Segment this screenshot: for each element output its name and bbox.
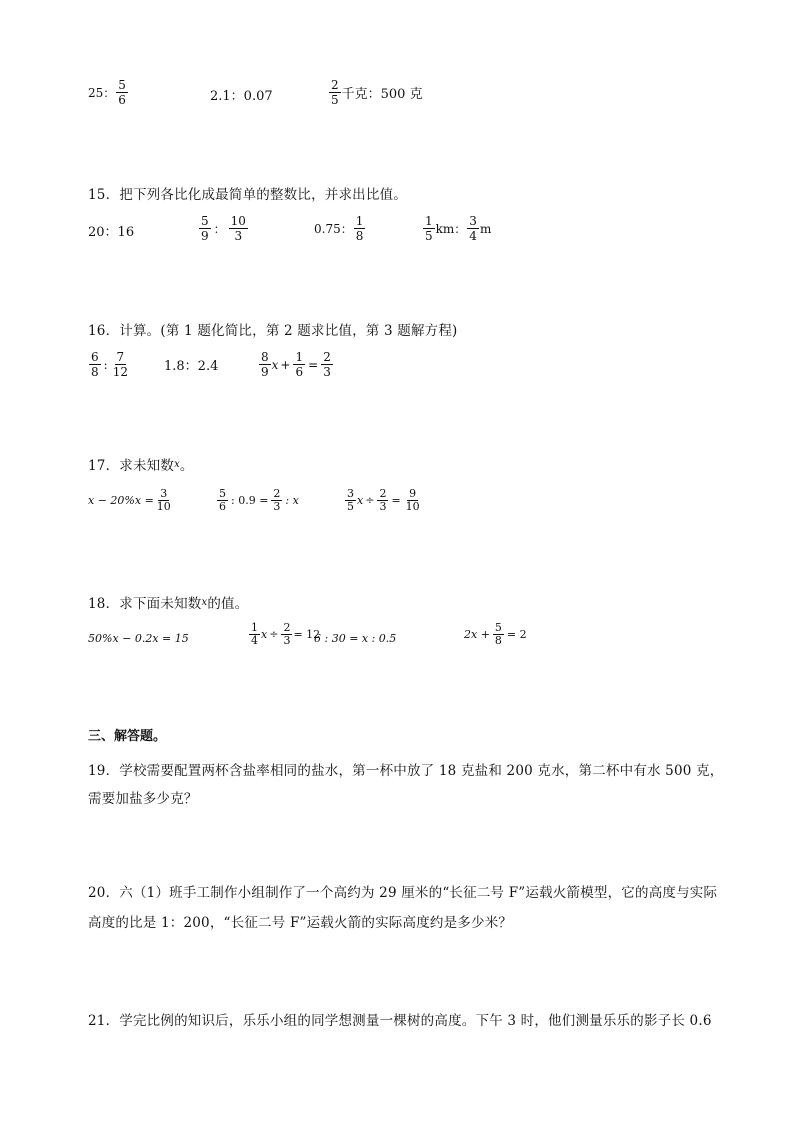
question-18-title: [88, 594, 248, 613]
question-15-title: 15．把下列各比化成最简单的整数比，并求出比值。: [88, 187, 407, 203]
question-20-line-1: 20．六（1）班手工制作小组制作了一个高约为 29 厘米的“长征二号 F”运载火箭模型，它的高度与实际: [88, 885, 718, 901]
divide-sign: ÷: [365, 494, 375, 507]
fraction: $\frac{10}{3}$: [230, 214, 246, 243]
variable-x: x: [271, 357, 279, 372]
fraction: $\frac{2}{3}$: [323, 350, 331, 379]
ratio-sep: :: [103, 357, 108, 372]
fraction: $\frac{2}{3}$: [283, 621, 291, 647]
q18-expr-4: [464, 622, 527, 647]
section-3-heading: 三、解答题。: [88, 729, 167, 744]
fraction: $\frac{1}{5}$: [425, 214, 433, 243]
equation-right: = 12: [293, 628, 321, 641]
equation-right: = 2: [506, 628, 527, 641]
q16-expr-2: 1.8：2.4: [164, 359, 219, 374]
fraction: $\frac{9}{10}$: [405, 487, 420, 513]
fraction: $\frac{5}{9}$: [201, 214, 209, 243]
ratio-expr-kg-g: [328, 78, 423, 107]
question-21-line-1: 21．学完比例的知识后，乐乐小组的同学想测量一棵树的高度。下午 3 时，他们测量乐乐的影子长 0.6: [88, 1013, 712, 1029]
fraction: $\frac{5}{8}$: [494, 621, 502, 647]
question-17-title: [88, 456, 194, 475]
question-19-line-2: 需要加盐多少克？: [88, 791, 198, 807]
q15-expr-2: [198, 214, 249, 243]
fraction: $\frac{8}{9}$: [261, 350, 269, 379]
equals-sign: =: [391, 494, 401, 507]
fraction: $\frac{2}{3}$: [273, 487, 281, 513]
variable-x: x: [357, 494, 364, 507]
question-16-title: 16．计算。(第 1 题化简比，第 2 题求比值，第 3 题解方程): [88, 323, 458, 339]
title-text: 17．求未知数: [88, 458, 175, 474]
divide-sign: ÷: [269, 628, 279, 641]
ratio-expr-2.1-0.07: 2.1：0.07: [210, 89, 273, 104]
q18-expr-3: [314, 630, 396, 648]
title-text: 。: [179, 458, 194, 474]
unit-text: 千克：500 克: [341, 87, 423, 102]
ratio-tail: : x: [285, 494, 299, 507]
ratio-expr-25-5-6: [88, 78, 129, 107]
plus-sign: +: [280, 357, 291, 372]
ratio-mid: : 0.9 =: [231, 494, 269, 507]
variable-x: x: [201, 597, 208, 608]
fraction: $\frac{2}{3}$: [379, 487, 387, 513]
q17-expr-1: [88, 488, 174, 513]
fraction: $\frac{5}{6}$: [219, 487, 226, 513]
q16-expr-1: [88, 350, 131, 379]
variable-x: x: [261, 628, 268, 641]
q16-expr-3: [258, 350, 334, 379]
fraction: $\frac{7}{12}$: [112, 350, 128, 379]
q17-expr-3: [344, 488, 423, 513]
equation-text: 50%x − 0.2x = 15: [88, 632, 189, 645]
question-20-line-2: 高度的比是 1：200，“长征二号 F”运载火箭的实际高度约是多少米？: [88, 915, 513, 931]
ratio-sep: ：: [103, 86, 116, 100]
q17-expr-2: [216, 488, 299, 513]
fraction: $\frac{2}{5}$: [331, 78, 339, 107]
fraction: $\frac{1}{8}$: [355, 214, 364, 243]
fraction: $\frac{1}{4}$: [251, 621, 258, 647]
q15-expr-3: [314, 214, 366, 243]
fraction: $\frac{6}{8}$: [91, 350, 99, 379]
equation-left: x − 20%x =: [88, 494, 154, 507]
unit-text: m: [479, 221, 492, 236]
fraction: $\frac{1}{6}$: [295, 350, 304, 379]
equation-text: 6 : 30 = x : 0.5: [314, 632, 397, 645]
title-text: 的值。: [207, 596, 249, 612]
ratio-sep: ：: [213, 222, 226, 236]
question-19-line-1: 19．学校需要配置两杯含盐率相同的盐水，第一杯中放了 18 克盐和 200 克水，第二杯中有水 500 克，: [88, 763, 724, 779]
fraction: $\frac{3}{10}$: [156, 487, 171, 513]
ratio-left: 0.75：: [314, 222, 353, 236]
equals-sign: =: [308, 357, 319, 372]
q15-expr-1: 20：16: [88, 225, 135, 240]
q18-expr-2: [248, 622, 320, 647]
fraction: $\frac{3}{4}$: [469, 214, 477, 243]
q15-expr-4: [422, 214, 491, 243]
fraction: $\frac{3}{5}$: [347, 487, 354, 513]
ratio-left: 25: [88, 85, 104, 100]
title-text: 18．求下面未知数: [88, 596, 202, 612]
fraction: $\frac{5}{6}$: [118, 78, 126, 107]
q18-expr-1: [88, 630, 189, 648]
equation-left: 2x +: [464, 628, 490, 641]
variable-x: x: [174, 459, 180, 470]
unit-text: km：: [435, 222, 467, 236]
